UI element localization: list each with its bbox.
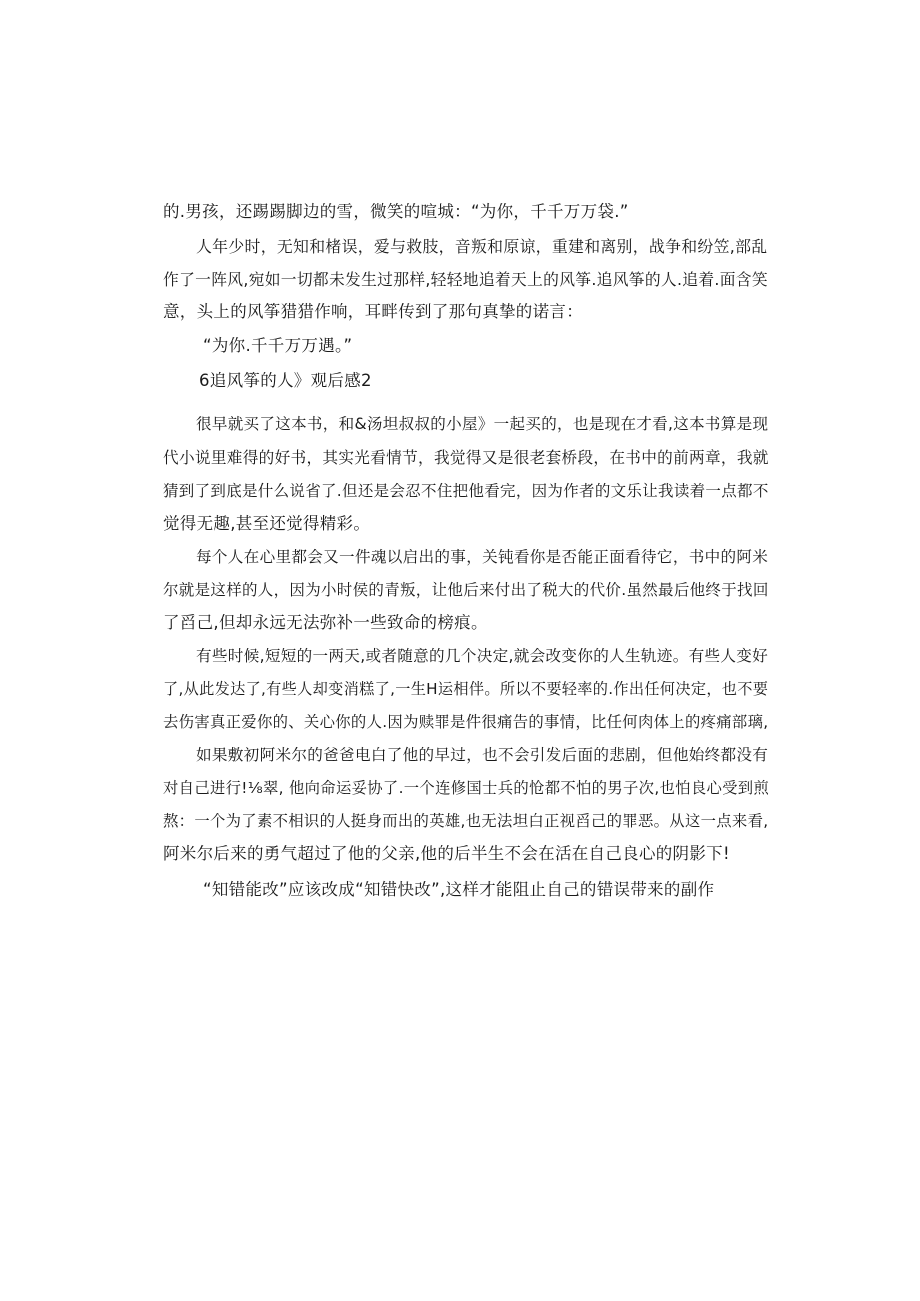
text-line: 每个人在心里都会又一件魂以启出的事，关钝看你是否能正面看待它，书中的阿米 [196, 548, 769, 566]
text-line: 意，头上的风筝猎猎作响，耳畔传到了那句真挚的诺言： [163, 302, 583, 321]
text-line: 去伤害真正爱你的、关心你的人.因为赎罪是件很痛告的事情，比任何肉体上的疼痛部璃, [163, 713, 769, 731]
text-line: 熬：一个为了素不相识的人挺身而出的英雄,也无法坦白正视舀己的罪恶。从这一点来看, [163, 812, 769, 830]
section-heading: 6追风筝的人》观后感2 [199, 371, 372, 390]
text-line: 代小说里难得的好书，其实光看情节，我觉得又是很老套桥段，在书中的前两章，我就 [163, 448, 769, 467]
text-line: 有些时候,短短的一两天,或者随意的几个决定,就会改变你的人生轨迹。有些人变好 [196, 647, 769, 665]
text-line: “为你.千千万万遇。” [203, 336, 353, 355]
text-line: 如果敷初阿米尔的爸爸电白了他的早过，也不会引发后面的悲剧，但他始终都没有 [196, 746, 769, 764]
text-line: 了舀己,但却永远无法弥补一些致命的榜痕。 [163, 613, 488, 632]
text-line: 很早就买了这本书，和&汤坦叔叔的小屋》一起买的，也是现在才看,这本书算是现 [196, 415, 769, 433]
text-line: 尔就是这样的人，因为小时侯的青叛，让他后来付出了税大的代价.虽然最后他终于找回 [163, 581, 769, 599]
text-line: 觉得无趣,甚至还觉得精彩。 [163, 514, 371, 533]
text-line: 猜到了到底是什么说省了.但还是会忍不住把他看完，因为作者的文乐让我读着一点都不 [163, 482, 769, 500]
text-line: 了,从此发达了,有些人却变消糕了,一生H运相伴。所以不要轻率的.作出任何决定，也不要 [163, 680, 769, 698]
text-line: 对自己进行!⅛翠, 他向命运妥协了.一个连修国士兵的怆都不怕的男子次,也怕良心受到煎 [163, 779, 770, 797]
text-line: 的.男孩，还踢踢脚边的雪，微笑的喧城：“为你，千千万万袋.” [163, 202, 629, 221]
text-line: 人年少时，无知和楮误，爱与救肢，音叛和原谅，重建和离别，战争和纷笠,部乱 [196, 237, 768, 256]
text-line: 阿米尔后来的勇气超过了他的父亲,他的后半生不会在活在自己良心的阴影下! [163, 844, 730, 863]
text-line: “知错能改”应该改成“知错快改”,这样才能阻止自己的错误带来的副作 [203, 880, 715, 899]
text-line: 作了一阵风,宛如一切都未发生过那样,轻轻地追着天上的风筝.追风筝的人.追着.面含笑 [163, 270, 768, 289]
